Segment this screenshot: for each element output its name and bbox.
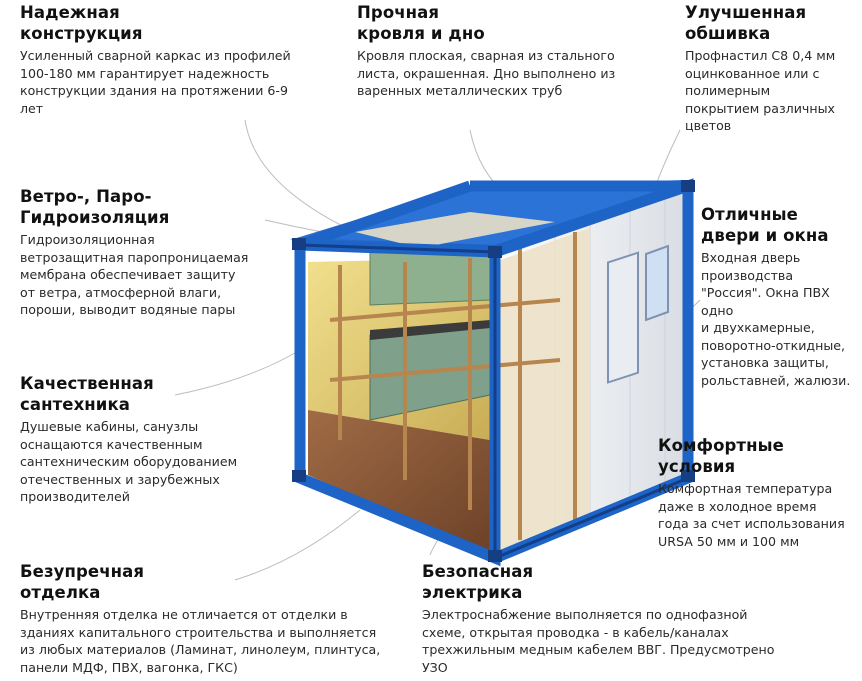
feature-comfort	[658, 435, 862, 550]
feature-electric	[422, 561, 822, 676]
feature-plumbing-text: Душевые кабины, санузлы оснащаются качественным сантехническим оборудованием отечественных и зарубежных производителей	[20, 419, 238, 504]
feature-finish-text: Внутренняя отделка не отличается от отделки в зданиях капитального строительства и выполняется из любых материалов (Ламинат, линолеум, плинтуса, панели МДФ, ПВХ, вагонка, ГКС)	[20, 607, 381, 675]
feature-insulation	[20, 186, 280, 319]
window	[646, 246, 668, 320]
feature-plumbing	[20, 373, 280, 506]
feature-frame	[20, 2, 330, 117]
feature-frame-title: Надежная конструкция	[20, 3, 143, 43]
door	[608, 253, 638, 383]
feature-cladding-text: Профнастил С8 0,4 мм оцинкованное или с полимерным покрытием различных цветов	[685, 48, 836, 133]
feature-insulation-title: Ветро-, Паро- Гидроизоляция	[20, 187, 170, 227]
feature-doors-text: Входная дверь производства "Россия". Окна ПВХ одно и двухкамерные, поворотно-откидные, установка защиты, рольставней, жалюзи.	[701, 250, 851, 388]
feature-roof-title: Прочная кровля и дно	[357, 3, 485, 43]
feature-finish-title: Безупречная отделка	[20, 562, 145, 602]
feature-comfort-title: Комфортные условия	[658, 436, 784, 476]
feature-finish	[20, 561, 415, 676]
feature-insulation-text: Гидроизоляционная ветрозащитная паропроницаемая мембрана обеспечивает защиту от ветра, атмосферной влаги, пороши, выводит водяные пары	[20, 232, 249, 317]
feature-roof	[357, 2, 657, 100]
feature-frame-text: Усиленный сварной каркас из профилей 100-180 мм гарантирует надежность конструкции здания на протяжении 6-9 лет	[20, 48, 291, 116]
feature-cladding-title: Улучшенная обшивка	[685, 3, 807, 43]
feature-plumbing-title: Качественная сантехника	[20, 374, 154, 414]
feature-electric-text: Электроснабжение выполняется по однофазной схеме, открытая проводка - в кабель/каналах трехжильным медным кабелем ВВГ. Предусмотрено УЗО	[422, 607, 775, 675]
feature-electric-title: Безопасная электрика	[422, 562, 534, 602]
feature-comfort-text: Комфортная температура даже в холодное время года за счет использования URSA 50 мм и 100 мм	[658, 481, 845, 549]
feature-cladding	[685, 2, 860, 135]
feature-doors	[701, 204, 861, 389]
feature-roof-text: Кровля плоская, сварная из стального листа, окрашенная. Дно выполнено из варенных металлических труб	[357, 48, 616, 98]
feature-doors-title: Отличные двери и окна	[701, 205, 829, 245]
